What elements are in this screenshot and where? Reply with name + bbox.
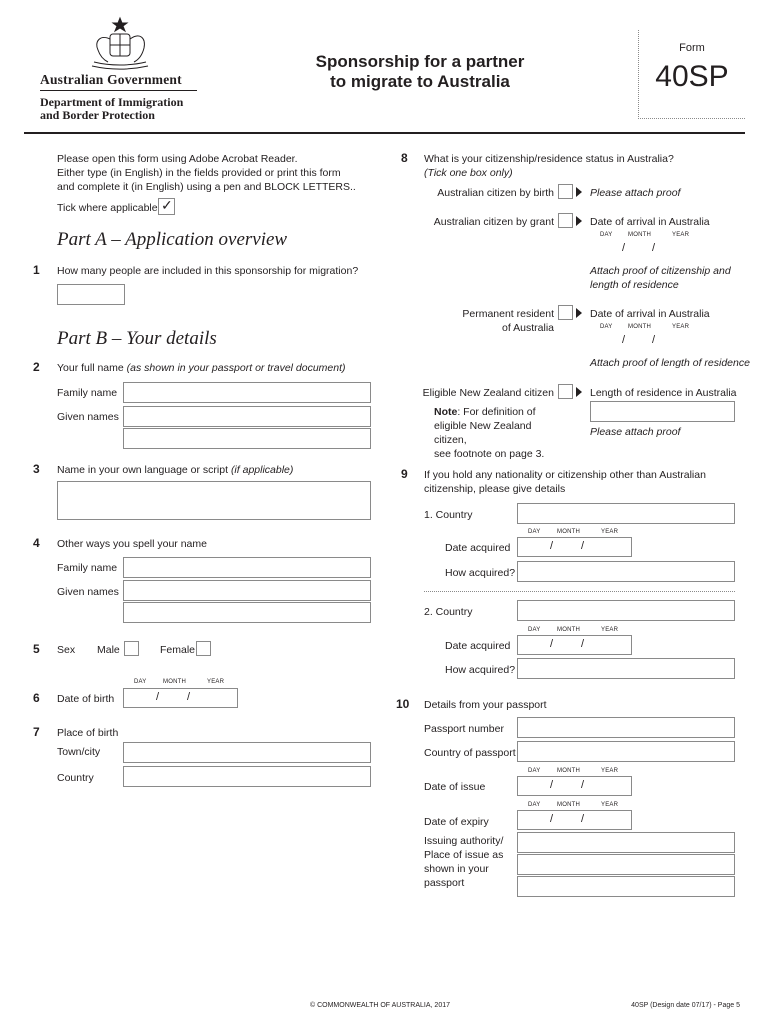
q8-opt3-line-2: of Australia [502, 322, 554, 334]
q8-nz-note-line-3: see footnote on page 3. [434, 448, 545, 460]
q8-opt3-sep-2: / [652, 334, 656, 346]
q8-opt2-attach-line-2: length of residence [590, 279, 679, 291]
q9-2-sep-2: / [581, 638, 585, 650]
q10-authority-line-1: Issuing authority/ [424, 835, 504, 847]
q10-issue-date-label: Date of issue [424, 781, 486, 793]
q8-nz-note-line-1-text: : For definition of [457, 406, 536, 418]
q10-passport-number-input[interactable] [517, 717, 735, 738]
q6-sep-2: / [187, 691, 191, 703]
q9-2-day-label: DAY [528, 627, 541, 633]
q9-1-sep-1: / [550, 540, 554, 552]
q4-text: Other ways you spell your name [57, 538, 207, 550]
form-title-line-1: Sponsorship for a partner [315, 52, 525, 71]
q5-male-checkbox[interactable] [124, 641, 139, 656]
q8-opt1-note: Please attach proof [590, 187, 681, 199]
q10-country-label: Country of passport [424, 747, 516, 759]
q5-number: 5 [33, 642, 40, 656]
q10-passport-number-label: Passport number [424, 723, 504, 735]
q2-given-names-input-2[interactable] [123, 428, 371, 449]
q8-opt4-attach: Please attach proof [590, 426, 681, 438]
q4-given-names-input-2[interactable] [123, 602, 371, 623]
q10-authority-input-1[interactable] [517, 832, 735, 853]
q9-text-line-1: If you hold any nationality or citizenship other than Australian [424, 469, 706, 481]
q10-authority-input-3[interactable] [517, 876, 735, 897]
q10-issue-month-label: MONTH [557, 768, 580, 774]
q10-authority-input-2[interactable] [517, 854, 735, 875]
tick-mark: ✓ [161, 197, 173, 213]
q9-country-1-input[interactable] [517, 503, 735, 524]
q4-number: 4 [33, 536, 40, 550]
q8-permanent-resident-checkbox[interactable] [558, 305, 573, 320]
q3-number: 3 [33, 462, 40, 476]
q8-opt2-year-label: YEAR [672, 232, 690, 238]
q8-opt4-note: Length of residence in Australia [590, 387, 737, 399]
q10-expiry-sep-2: / [581, 813, 585, 825]
q9-1-sep-2: / [581, 540, 585, 552]
department-line-2: and Border Protection [40, 108, 155, 122]
q6-year-label: YEAR [207, 679, 225, 685]
q4-given-names-input-1[interactable] [123, 580, 371, 601]
q8-opt2-attach-line-1: Attach proof of citizenship and [590, 265, 731, 277]
q9-how-acquired-2-input[interactable] [517, 658, 735, 679]
q7-town-label: Town/city [57, 746, 101, 758]
q4-family-name-label: Family name [57, 562, 118, 574]
form-label: Form [679, 42, 705, 54]
q10-expiry-sep-1: / [550, 813, 554, 825]
q8-opt3-line-1: Permanent resident [462, 308, 554, 320]
footer-copyright: © COMMONWEALTH OF AUSTRALIA, 2017 [310, 1002, 450, 1009]
q8-opt3-attach: Attach proof of length of residence [590, 357, 750, 369]
q6-text: Date of birth [57, 693, 115, 705]
q9-date-acquired-1-label: Date acquired [445, 542, 511, 554]
q10-expiry-year-label: YEAR [601, 802, 619, 808]
q10-expiry-day-label: DAY [528, 802, 541, 808]
q8-grant-arrival-date-input[interactable] [590, 232, 690, 260]
q9-1-year-label: YEAR [601, 529, 619, 535]
q8-opt3-label [360, 307, 554, 335]
intro-line-2: Either type (in English) in the fields provided or print this form [57, 167, 341, 179]
form-title-line-2: to migrate to Australia [330, 72, 510, 91]
q9-country-2-label: 2. Country [424, 606, 473, 618]
q2-text [57, 361, 346, 375]
q8-opt2-note: Date of arrival in Australia [590, 216, 710, 228]
arrow-icon [576, 308, 582, 318]
intro-text [57, 152, 356, 194]
q9-number: 9 [401, 467, 408, 481]
q8-resident-arrival-date-input[interactable] [590, 324, 690, 352]
q8-nz-citizen-checkbox[interactable] [558, 384, 573, 399]
arrow-icon [576, 187, 582, 197]
q9-2-year-label: YEAR [601, 627, 619, 633]
q8-nz-note [434, 405, 564, 461]
q8-opt2-attach [590, 264, 731, 292]
q5-male-label: Male [97, 644, 120, 656]
q8-opt2-label: Australian citizen by grant [433, 216, 554, 228]
q8-nz-note-bold: Note [434, 406, 458, 418]
q9-2-sep-1: / [550, 638, 554, 650]
form-number-box [638, 30, 745, 119]
q9-1-day-label: DAY [528, 529, 541, 535]
q8-nz-note-line-2: eligible New Zealand citizen, [434, 420, 532, 446]
q9-how-acquired-1-input[interactable] [517, 561, 735, 582]
q4-given-names-label: Given names [57, 586, 119, 598]
arrow-icon [576, 387, 582, 397]
q9-text-line-2: citizenship, please give details [424, 483, 566, 495]
part-b-heading: Part B – Your details [57, 328, 217, 349]
q8-opt2-sep-2: / [652, 242, 656, 254]
header-rule [24, 132, 745, 134]
q2-label: Your full name [57, 362, 124, 374]
form-title [260, 52, 580, 92]
q9-country-2-input[interactable] [517, 600, 735, 621]
q8-number: 8 [401, 151, 408, 165]
q8-opt3-day-label: DAY [600, 324, 613, 330]
q8-opt3-month-label: MONTH [628, 324, 651, 330]
q10-issue-sep-1: / [550, 779, 554, 791]
coat-of-arms-logo [80, 14, 160, 72]
department-line-1: Department of Immigration [40, 95, 184, 109]
government-name: Australian Government [40, 72, 182, 87]
q10-number: 10 [396, 697, 410, 711]
q7-town-input[interactable] [123, 742, 371, 763]
intro-line-1: Please open this form using Adobe Acrobat Reader. [57, 153, 298, 165]
q5-text: Sex [57, 644, 76, 656]
q8-nz-residence-length-input[interactable] [590, 401, 735, 422]
q10-authority-line-4: passport [424, 877, 465, 889]
footer-page: 40SP (Design date 07/17) - Page 5 [631, 1002, 740, 1009]
q6-number: 6 [33, 691, 40, 705]
q8-note: (Tick one box only) [424, 167, 513, 179]
q2-number: 2 [33, 360, 40, 374]
q10-expiry-date-label: Date of expiry [424, 816, 489, 828]
q5-female-label: Female [160, 644, 196, 656]
q9-1-month-label: MONTH [557, 529, 580, 535]
q2-note: (as shown in your passport or travel document) [126, 362, 346, 374]
q8-opt2-month-label: MONTH [628, 232, 651, 238]
q9-how-acquired-2-label: How acquired? [445, 664, 516, 676]
q9-date-acquired-2-label: Date acquired [445, 640, 511, 652]
q8-opt3-note: Date of arrival in Australia [590, 308, 710, 320]
arrow-icon [576, 216, 582, 226]
tick-label: Tick where applicable [57, 202, 158, 214]
q8-opt1-label: Australian citizen by birth [437, 187, 554, 199]
q3-native-name-input[interactable] [57, 481, 371, 520]
q1-number: 1 [33, 263, 40, 277]
q1-text: How many people are included in this sponsorship for migration? [57, 265, 359, 277]
q10-authority-label [424, 834, 503, 890]
intro-line-3: and complete it (in English) using a pen and BLOCK LETTERS.. [57, 181, 356, 193]
q8-opt2-sep-1: / [622, 242, 626, 254]
q10-authority-line-2: Place of issue as [424, 849, 504, 861]
header-divider-small [40, 90, 197, 91]
q10-expiry-month-label: MONTH [557, 802, 580, 808]
q8-opt3-year-label: YEAR [672, 324, 690, 330]
q2-family-name-label: Family name [57, 387, 118, 399]
form-number: 40SP [655, 60, 729, 93]
q6-sep-1: / [156, 691, 160, 703]
q2-given-names-input-1[interactable] [123, 406, 371, 427]
q9-country-1-label: 1. Country [424, 509, 473, 521]
q8-citizen-by-birth-checkbox[interactable] [558, 184, 573, 199]
part-a-heading: Part A – Application overview [57, 229, 288, 250]
q7-country-input[interactable] [123, 766, 371, 787]
q8-opt3-sep-1: / [622, 334, 626, 346]
q10-expiry-date-input[interactable] [517, 802, 632, 830]
q7-text: Place of birth [57, 727, 119, 739]
q8-opt4-label: Eligible New Zealand citizen [422, 387, 554, 399]
q10-issue-date-input[interactable] [517, 768, 632, 796]
q8-citizen-by-grant-checkbox[interactable] [558, 213, 573, 228]
q3-label: Name in your own language or script [57, 464, 229, 476]
q9-date-acquired-1-input[interactable] [517, 529, 632, 557]
q9-text [424, 468, 706, 496]
q8-opt2-day-label: DAY [600, 232, 613, 238]
q6-month-label: MONTH [163, 679, 186, 685]
q2-family-name-input[interactable] [123, 382, 371, 403]
q3-text [57, 463, 293, 477]
q9-dotted-divider [424, 591, 735, 592]
q4-family-name-input[interactable] [123, 557, 371, 578]
q10-issue-year-label: YEAR [601, 768, 619, 774]
q8-nz-note-line-1 [434, 405, 564, 419]
q10-country-input[interactable] [517, 741, 735, 762]
q8-text: What is your citizenship/residence status in Australia? [424, 153, 674, 165]
q7-country-label: Country [57, 772, 94, 784]
q7-number: 7 [33, 725, 40, 739]
q5-female-checkbox[interactable] [196, 641, 211, 656]
q9-2-month-label: MONTH [557, 627, 580, 633]
q6-date-of-birth-input[interactable] [123, 679, 238, 708]
q1-people-count-input[interactable] [57, 284, 125, 305]
q10-issue-day-label: DAY [528, 768, 541, 774]
q9-how-acquired-1-label: How acquired? [445, 567, 516, 579]
q10-text: Details from your passport [424, 699, 547, 711]
q9-date-acquired-2-input[interactable] [517, 627, 632, 655]
q6-day-label: DAY [134, 679, 147, 685]
q10-authority-line-3: shown in your [424, 863, 489, 875]
tick-example-checkbox [158, 198, 175, 215]
q3-note: (if applicable) [230, 464, 294, 476]
q2-given-names-label: Given names [57, 411, 119, 423]
q10-issue-sep-2: / [581, 779, 585, 791]
